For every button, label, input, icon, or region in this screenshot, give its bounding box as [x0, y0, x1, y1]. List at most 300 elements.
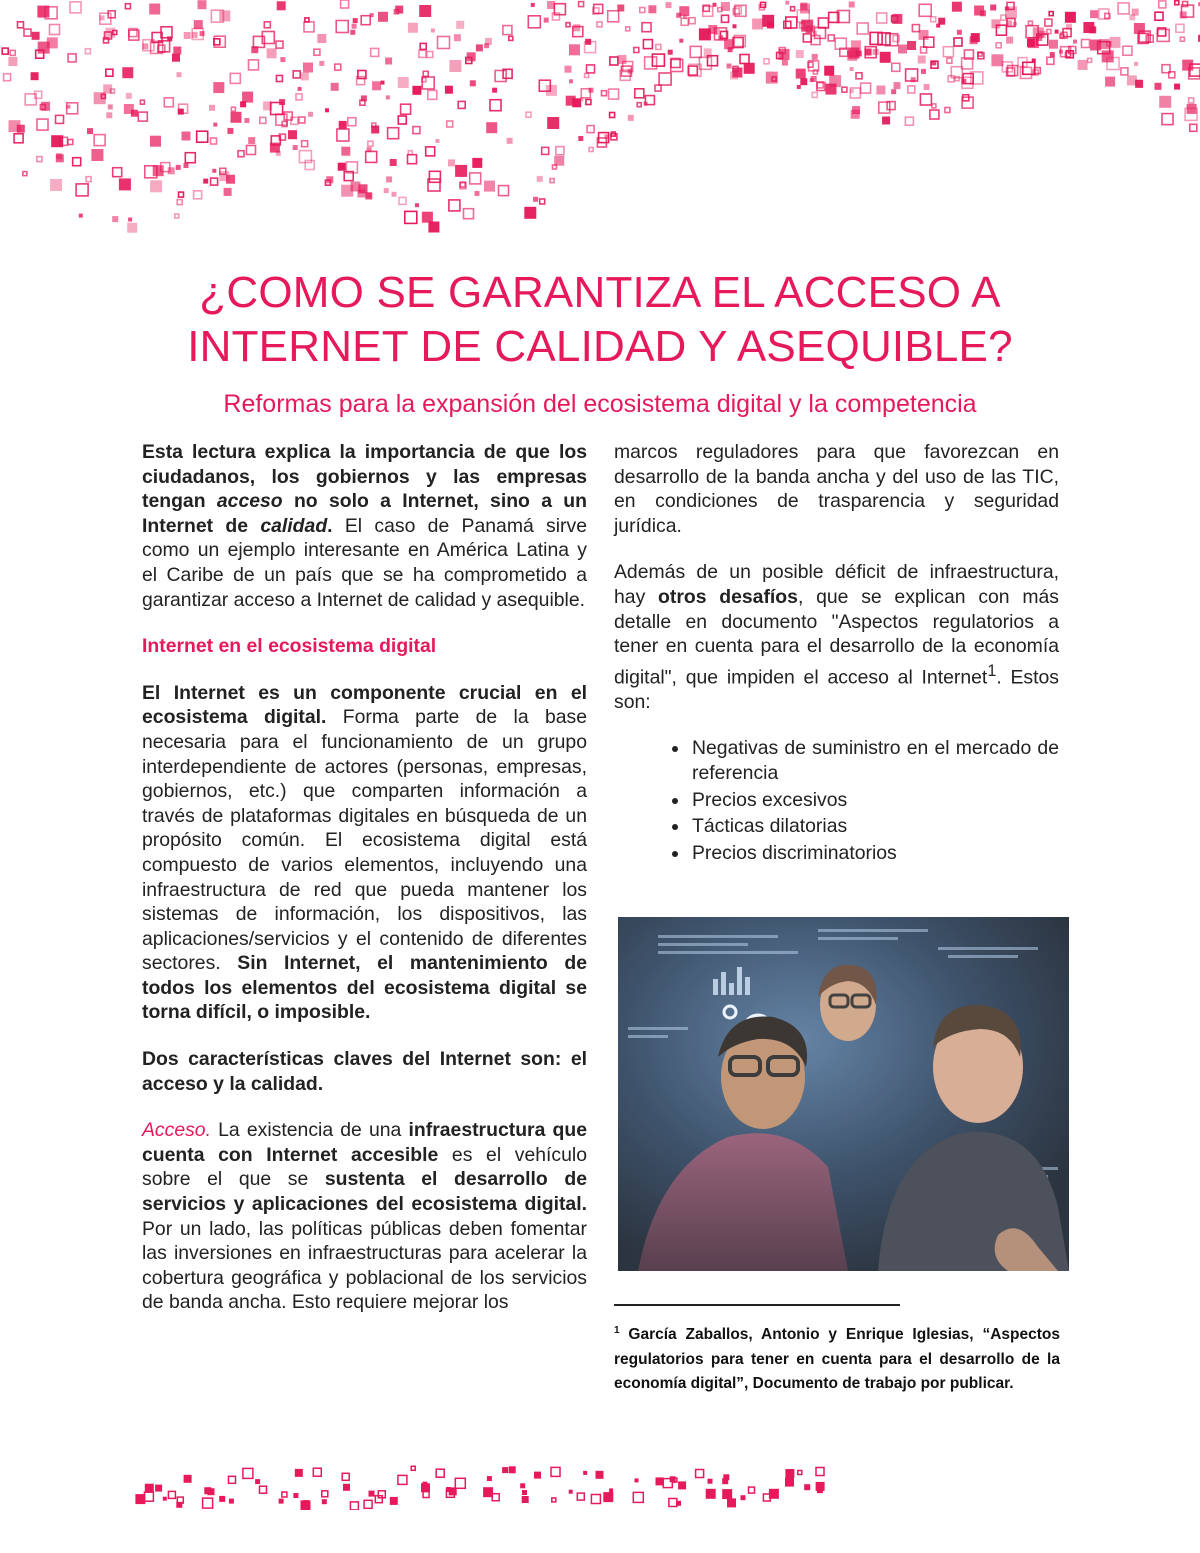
pattern-square: [360, 100, 365, 105]
pattern-square: [1078, 60, 1088, 70]
pattern-square: [353, 18, 358, 23]
pattern-square: [531, 3, 535, 7]
pattern-square: [507, 138, 513, 144]
pattern-square: [569, 1490, 573, 1494]
pattern-square: [209, 105, 215, 111]
pattern-square: [676, 13, 681, 18]
pattern-square: [37, 157, 42, 162]
pattern-square: [633, 1492, 643, 1502]
pattern-square: [749, 1487, 755, 1493]
pattern-square: [1190, 124, 1197, 131]
pattern-square: [124, 104, 134, 114]
pattern-square: [422, 212, 433, 223]
pattern-square: [791, 7, 795, 11]
pattern-square: [894, 82, 901, 89]
pattern-square: [669, 1499, 677, 1507]
pattern-square: [556, 147, 564, 155]
pattern-square: [276, 41, 283, 48]
pattern-square: [314, 49, 320, 55]
pattern-square: [458, 101, 465, 108]
pattern-square: [952, 2, 962, 12]
pattern-square: [865, 49, 872, 56]
pattern-square: [213, 123, 217, 127]
pattern-square: [690, 46, 701, 57]
pattern-square: [456, 21, 464, 29]
pattern-square: [569, 44, 580, 55]
pattern-square: [76, 184, 88, 196]
pattern-square: [449, 200, 460, 211]
pattern-square: [338, 163, 346, 171]
pattern-square: [850, 67, 854, 71]
pattern-square: [797, 85, 801, 89]
pattern-square: [892, 63, 900, 71]
pattern-square: [919, 4, 931, 16]
pattern-square: [476, 44, 483, 51]
pattern-square: [295, 1469, 303, 1477]
pattern-square: [56, 153, 62, 159]
pattern-square: [1175, 1, 1179, 5]
pattern-square: [229, 1476, 236, 1483]
pattern-square: [818, 18, 828, 28]
pattern-square: [203, 1498, 213, 1508]
pattern-square: [231, 107, 235, 111]
pattern-square: [172, 54, 180, 62]
pattern-square: [248, 137, 255, 144]
pattern-square: [1183, 2, 1188, 7]
pattern-square: [1073, 40, 1077, 44]
pattern-square: [544, 18, 549, 23]
pattern-square: [308, 112, 313, 117]
pattern-square: [812, 92, 817, 97]
pattern-square: [990, 5, 996, 11]
pattern-square: [392, 192, 397, 197]
pattern-square: [722, 1478, 728, 1484]
pattern-square: [111, 89, 115, 93]
pattern-square: [919, 30, 929, 40]
pattern-square: [348, 118, 356, 126]
pattern-square: [467, 52, 476, 61]
pattern-square: [637, 103, 641, 107]
pattern-square: [369, 1491, 375, 1497]
pattern-square: [313, 1468, 321, 1476]
pattern-square: [589, 148, 593, 152]
pattern-square: [219, 1496, 225, 1502]
pattern-square: [1065, 52, 1070, 57]
pattern-square: [211, 138, 217, 144]
pattern-square: [1134, 62, 1138, 66]
pattern-square: [238, 151, 244, 157]
pattern-square: [412, 86, 421, 95]
pattern-square: [255, 1479, 260, 1484]
pattern-square: [1118, 3, 1129, 14]
right-column: [614, 440, 1059, 867]
pattern-square: [390, 159, 397, 166]
pattern-square: [1005, 6, 1017, 18]
pattern-square: [879, 102, 890, 113]
pattern-square: [851, 40, 861, 50]
pattern-square: [203, 179, 208, 184]
pattern-square: [337, 129, 349, 141]
regulatory-paragraph: marcos reguladores para que favorezcan en desarrollo de la banda ancha y del uso de las TIC, en condiciones de trasparencia y seguridad jurídica.: [614, 441, 1059, 537]
pattern-square: [438, 37, 450, 49]
pattern-square: [423, 71, 428, 76]
pattern-square: [108, 104, 113, 109]
pattern-square: [714, 29, 720, 35]
pattern-square: [428, 222, 439, 233]
pattern-square: [108, 11, 115, 18]
pattern-square: [1162, 114, 1173, 125]
pattern-square: [288, 130, 297, 139]
pattern-square: [785, 1469, 794, 1478]
pattern-square: [293, 145, 298, 150]
pattern-square: [908, 86, 915, 93]
pattern-square: [1180, 37, 1184, 41]
pattern-square: [32, 32, 40, 40]
pattern-square: [659, 73, 671, 85]
pattern-square: [640, 8, 645, 13]
pattern-square: [260, 117, 266, 123]
pattern-square: [1006, 37, 1013, 44]
pattern-square: [211, 178, 218, 185]
pattern-square: [371, 48, 379, 56]
pattern-square: [1049, 12, 1053, 16]
pattern-square: [18, 22, 24, 28]
pattern-square: [499, 186, 509, 196]
pattern-square: [175, 214, 179, 218]
pattern-square: [744, 63, 755, 74]
pattern-square: [503, 26, 512, 35]
pattern-square: [85, 49, 90, 54]
pattern-square: [112, 216, 118, 222]
pattern-square: [892, 14, 902, 24]
pattern-square: [542, 147, 549, 154]
pattern-square: [800, 3, 807, 10]
pattern-square: [752, 19, 763, 30]
pattern-square: [184, 1475, 192, 1483]
pattern-square: [591, 1495, 600, 1504]
pattern-square: [293, 1493, 298, 1498]
pattern-square: [350, 1502, 358, 1510]
pattern-square: [192, 32, 198, 38]
pattern-square: [554, 156, 564, 166]
pattern-square: [540, 199, 545, 204]
pattern-square: [343, 1484, 350, 1491]
pattern-square: [361, 16, 370, 25]
pattern-square: [472, 158, 482, 168]
pattern-square: [155, 1485, 162, 1492]
pattern-square: [279, 1499, 284, 1504]
pattern-square: [813, 31, 817, 35]
pattern-square: [764, 59, 769, 64]
pattern-square: [213, 82, 224, 93]
pattern-square: [882, 117, 890, 125]
pattern-square: [302, 141, 308, 147]
pattern-square: [524, 207, 536, 219]
pattern-square: [947, 58, 952, 63]
pattern-square: [455, 1478, 465, 1488]
pattern-square: [1049, 40, 1058, 49]
pattern-square: [873, 49, 879, 55]
pattern-square: [280, 57, 285, 62]
pattern-square: [398, 1475, 407, 1484]
pattern-square: [1047, 30, 1051, 34]
pattern-square: [339, 121, 347, 129]
pattern-square: [298, 87, 302, 91]
pattern-square: [566, 23, 570, 27]
pattern-square: [597, 22, 602, 27]
pattern-square: [924, 84, 930, 90]
pattern-square: [243, 1468, 253, 1478]
pattern-square: [609, 1488, 613, 1492]
pattern-square: [907, 41, 916, 50]
pattern-square: [470, 80, 476, 86]
pattern-square: [826, 84, 837, 95]
pattern-square: [66, 105, 70, 109]
pattern-square: [319, 61, 324, 66]
pattern-square: [708, 1479, 713, 1484]
pattern-square: [484, 43, 489, 48]
pattern-square: [857, 23, 868, 34]
pattern-square: [803, 34, 811, 42]
pattern-square: [1028, 21, 1032, 25]
pattern-square: [372, 81, 381, 90]
pattern-square: [1105, 77, 1115, 87]
pattern-square: [185, 153, 195, 163]
section-heading: Internet en el ecosistema digital: [142, 635, 437, 658]
pattern-square: [68, 140, 73, 145]
pattern-square: [1065, 12, 1076, 23]
pattern-square: [678, 1481, 686, 1489]
pattern-square: [551, 1467, 560, 1476]
pattern-square: [509, 36, 513, 40]
pattern-square: [1099, 39, 1109, 49]
pattern-square: [150, 180, 162, 192]
pattern-square: [401, 104, 411, 114]
pattern-square: [449, 60, 461, 72]
pattern-square: [828, 35, 834, 41]
pattern-square: [445, 86, 453, 94]
pattern-square: [577, 1493, 584, 1500]
pattern-square: [194, 191, 202, 199]
pattern-square: [585, 74, 589, 78]
pattern-square: [1159, 96, 1171, 108]
pattern-square: [547, 1, 555, 9]
pattern-square: [1155, 83, 1162, 90]
pattern-square: [378, 12, 388, 22]
pattern-square: [586, 100, 591, 105]
pattern-square: [384, 188, 389, 193]
challenges-list: [614, 736, 1059, 865]
pattern-square: [733, 24, 737, 28]
pattern-square: [179, 192, 184, 197]
pattern-square: [386, 95, 390, 99]
pattern-square: [696, 1470, 704, 1478]
pattern-square: [920, 94, 931, 105]
people-viewing-data-screen-photo: [618, 917, 1069, 1271]
pattern-square: [428, 90, 437, 99]
key-features-paragraph: Dos características claves del Internet son: el acceso y la calidad.: [142, 1048, 587, 1095]
pattern-square: [1159, 1, 1166, 8]
pattern-square: [957, 30, 962, 35]
pattern-square: [945, 108, 950, 113]
pattern-square: [722, 15, 729, 22]
pattern-square: [1187, 104, 1197, 114]
pattern-square: [1047, 57, 1054, 64]
pattern-square: [1088, 58, 1092, 62]
pattern-square: [880, 52, 891, 63]
pattern-square: [342, 1473, 349, 1480]
pattern-square: [449, 1487, 457, 1495]
pattern-square: [73, 158, 81, 166]
pattern-square: [796, 50, 804, 58]
pattern-square: [1174, 84, 1180, 90]
access-paragraph: Acceso. La existencia de una infraestructura que cuenta con Internet accesible es el vehículo sobre el que se sustenta el desarrollo de servicios y aplicaciones del ecosistema digital. Por un lado, las políticas públicas deben fomentar las inversiones en infraestructuras para acelerar la cobertura geográfica y poblacional de los servicios de banda ancha. Esto requiere mejorar los: [142, 1119, 588, 1314]
pattern-square: [79, 214, 83, 218]
pattern-square: [163, 1497, 167, 1501]
list-item: • Precios discriminatorios: [690, 841, 1059, 866]
pattern-square: [176, 1502, 182, 1508]
pattern-square: [341, 147, 350, 156]
pattern-square: [921, 69, 926, 74]
pattern-square: [176, 165, 181, 170]
pattern-square: [808, 62, 813, 67]
pattern-square: [1182, 60, 1193, 71]
pattern-square: [813, 70, 817, 74]
pattern-square: [898, 45, 907, 54]
pattern-square: [113, 168, 122, 177]
pattern-square: [486, 122, 497, 133]
pattern-square: [699, 28, 711, 40]
pattern-square: [596, 1471, 604, 1479]
pattern-square: [436, 1469, 444, 1477]
pattern-square: [224, 188, 232, 196]
pattern-square: [475, 191, 480, 196]
pattern-square: [357, 190, 365, 198]
pattern-square: [804, 1484, 810, 1490]
pattern-square: [609, 89, 619, 99]
pattern-square: [106, 69, 113, 76]
pattern-square: [184, 163, 189, 168]
pattern-square: [856, 73, 862, 79]
pattern-square: [642, 23, 651, 32]
pattern-square: [448, 159, 455, 166]
pattern-square: [91, 149, 103, 161]
pattern-square: [87, 128, 93, 134]
pattern-square: [140, 100, 144, 104]
pattern-square: [490, 100, 501, 111]
pattern-square: [668, 50, 673, 55]
pattern-square: [421, 1483, 430, 1492]
pattern-square: [399, 197, 406, 204]
pattern-square: [229, 1499, 234, 1504]
pattern-square: [812, 54, 818, 60]
pattern-square: [850, 89, 854, 93]
pattern-square: [533, 197, 538, 202]
pattern-square: [550, 179, 554, 183]
pattern-square: [135, 1494, 145, 1504]
pattern-square: [149, 4, 160, 15]
pattern-square: [366, 151, 377, 162]
pattern-square: [317, 34, 326, 43]
pattern-square: [282, 1492, 287, 1497]
pattern-square: [484, 181, 495, 192]
pattern-square: [602, 91, 607, 96]
pattern-square: [431, 29, 435, 33]
pattern-square: [1176, 24, 1184, 32]
pattern-square: [891, 89, 896, 94]
pattern-square: [386, 176, 392, 182]
pattern-square: [528, 16, 540, 28]
pattern-square: [1090, 10, 1098, 18]
pattern-square: [293, 71, 300, 78]
pattern-square: [227, 128, 233, 134]
pattern-square: [645, 57, 657, 69]
pattern-square: [634, 48, 639, 53]
pattern-square: [876, 86, 885, 95]
pattern-square: [718, 8, 722, 12]
page-subtitle: Reformas para la expansión del ecosistema digital y la competencia: [223, 390, 977, 418]
pattern-square: [335, 64, 341, 70]
pattern-square: [138, 112, 147, 121]
pattern-square: [522, 1490, 527, 1495]
pattern-square: [552, 1498, 556, 1502]
pattern-square: [435, 139, 439, 143]
pattern-square: [371, 126, 379, 134]
pattern-square: [68, 54, 76, 62]
pattern-square: [878, 33, 890, 45]
pattern-square: [385, 58, 392, 65]
pattern-square: [247, 146, 256, 155]
pattern-square: [10, 50, 15, 55]
pattern-square: [144, 1492, 153, 1501]
pattern-square: [870, 32, 882, 44]
pattern-square: [727, 1498, 736, 1507]
pattern-square: [168, 1491, 175, 1498]
pattern-square: [364, 1500, 372, 1508]
pattern-square: [954, 38, 962, 46]
pattern-square: [546, 85, 557, 96]
pattern-square: [128, 218, 132, 222]
pattern-square: [974, 6, 984, 16]
pattern-square: [419, 5, 431, 17]
pattern-square: [785, 1478, 794, 1487]
pattern-square: [1134, 23, 1145, 34]
pattern-square: [303, 63, 313, 73]
footnote-ref[interactable]: 1: [987, 661, 997, 680]
pattern-square: [626, 27, 630, 31]
pattern-square: [572, 98, 581, 107]
pattern-square: [534, 1472, 541, 1479]
pattern-square: [37, 119, 48, 130]
pattern-square: [962, 97, 973, 108]
pattern-square: [1082, 40, 1090, 48]
pattern-square: [842, 87, 847, 92]
pattern-square: [50, 25, 60, 35]
pattern-square: [226, 175, 235, 184]
pattern-square: [800, 78, 807, 85]
pattern-square: [177, 200, 182, 205]
pattern-square: [167, 36, 172, 41]
pattern-square: [1083, 22, 1094, 33]
pattern-square: [322, 1491, 328, 1497]
pattern-square: [1135, 80, 1143, 88]
pattern-square: [587, 126, 594, 133]
pattern-square: [652, 54, 664, 66]
pattern-square: [722, 1489, 732, 1499]
pattern-square: [1066, 24, 1072, 30]
pattern-square: [350, 30, 355, 35]
pattern-square: [395, 6, 403, 14]
